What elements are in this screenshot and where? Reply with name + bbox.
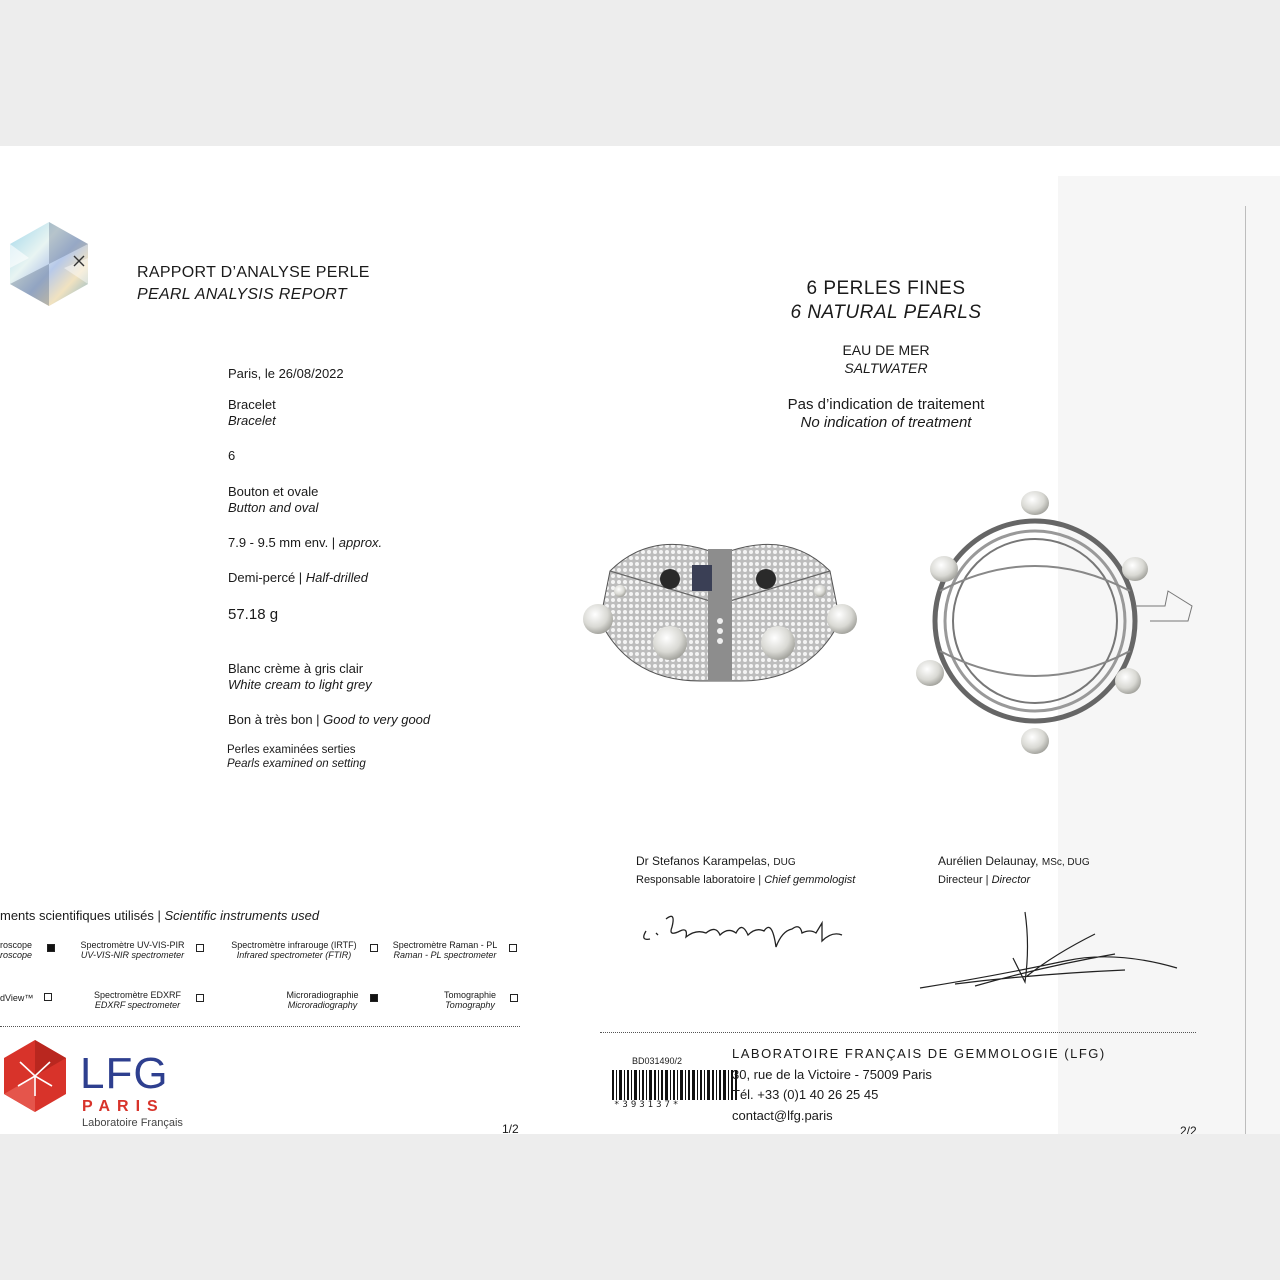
instrument-checkbox	[370, 994, 378, 1002]
heading-fr: 6 PERLES FINES	[806, 278, 966, 299]
barcode-ref: BD031490/2	[632, 1056, 683, 1066]
lfg-logo-icon	[0, 1036, 70, 1116]
instrument-item: dView™	[0, 993, 60, 1003]
instrument-checkbox	[510, 994, 518, 1002]
instrument-item: roscope roscope	[0, 940, 60, 960]
logo-text: LFG	[80, 1049, 169, 1098]
number-value: 6	[228, 448, 236, 463]
shape-value: Bouton et ovale Button and oval	[228, 484, 319, 515]
treatment-fr: Pas d’indication de traitement	[787, 396, 985, 413]
bracelet-front-image	[580, 531, 860, 701]
signer2-role: Directeur | Director	[938, 874, 1031, 886]
heading-en: 6 NATURAL PEARLS	[790, 302, 982, 323]
barcode-icon	[610, 1070, 740, 1100]
dimensions-value: 7.9 - 9.5 mm env. | approx.	[228, 535, 383, 550]
instrument-item: Tomographie Tomography	[430, 990, 510, 1010]
instruments-title: ments scientifiques utilisés | Scientific instruments used	[0, 908, 320, 923]
separator-line	[600, 1032, 1196, 1033]
instrument-checkbox	[196, 994, 204, 1002]
instrument-item: Spectromètre UV-VIS-PIR UV-VIS-NIR spectrometer	[70, 940, 195, 960]
instrument-checkbox	[47, 944, 55, 952]
instrument-checkbox	[44, 993, 52, 1001]
certificate-sheet	[0, 146, 1280, 1134]
lab-address: 30, rue de la Victoire - 75009 Paris	[732, 1067, 932, 1082]
water-fr: EAU DE MER	[842, 342, 930, 358]
instrument-item: Microradiographie Microradiography	[270, 990, 375, 1010]
report-place-date: Paris, le 26/08/2022	[228, 366, 344, 381]
signer2-name: Aurélien Delaunay, MSc, DUG	[938, 854, 1090, 868]
bracelet-side-image	[910, 481, 1210, 766]
page-number-right: 2/2	[1180, 1124, 1197, 1134]
lab-name: LABORATOIRE FRANÇAIS DE GEMMOLOGIE (LFG)	[732, 1046, 1106, 1061]
logo-sub: PARIS	[82, 1098, 165, 1115]
hologram-icon	[4, 218, 94, 308]
lab-phone: Tél. +33 (0)1 40 26 25 45	[732, 1087, 879, 1102]
instrument-item: Spectromètre EDXRF EDXRF spectrometer	[80, 990, 195, 1010]
left-page	[0, 146, 560, 1134]
logo-caption: Laboratoire Français	[82, 1117, 183, 1129]
instrument-item: Spectromètre infrarouge (IRTF) Infrared spectrometer (FTIR)	[220, 940, 368, 960]
lab-email: contact@lfg.paris	[732, 1108, 833, 1123]
signer1-name: Dr Stefanos Karampelas, DUG	[636, 854, 796, 868]
instrument-item: Spectromètre Raman - PL Raman - PL spectrometer	[384, 940, 506, 960]
drilling-value: Demi-percé | Half-drilled	[228, 570, 368, 585]
page-number-left: 1/2	[502, 1122, 519, 1134]
report-title-en: PEARL ANALYSIS REPORT	[137, 286, 347, 303]
colour-value: Blanc crème à gris clair White cream to light grey	[228, 661, 372, 692]
mass-value: 57.18 g	[228, 606, 279, 623]
barcode-number: *393137*	[614, 1100, 682, 1110]
instrument-checkbox	[509, 944, 517, 952]
luster-value: Bon à très bon | Good to very good	[228, 712, 431, 727]
instrument-checkbox	[196, 944, 204, 952]
object-value: Bracelet Bracelet	[228, 397, 276, 428]
signer1-role: Responsable laboratoire | Chief gemmologist	[636, 874, 856, 886]
instrument-checkbox	[370, 944, 378, 952]
report-title-fr: RAPPORT D’ANALYSE PERLE	[137, 264, 370, 281]
comments-value: Perles examinées serties Pearls examined on setting	[227, 744, 366, 770]
signature-2	[915, 906, 1185, 996]
treatment-en: No indication of treatment	[800, 414, 972, 431]
separator-line	[0, 1026, 520, 1027]
signature-1	[636, 901, 856, 971]
right-page	[560, 146, 1280, 1134]
water-en: SALTWATER	[844, 360, 928, 376]
